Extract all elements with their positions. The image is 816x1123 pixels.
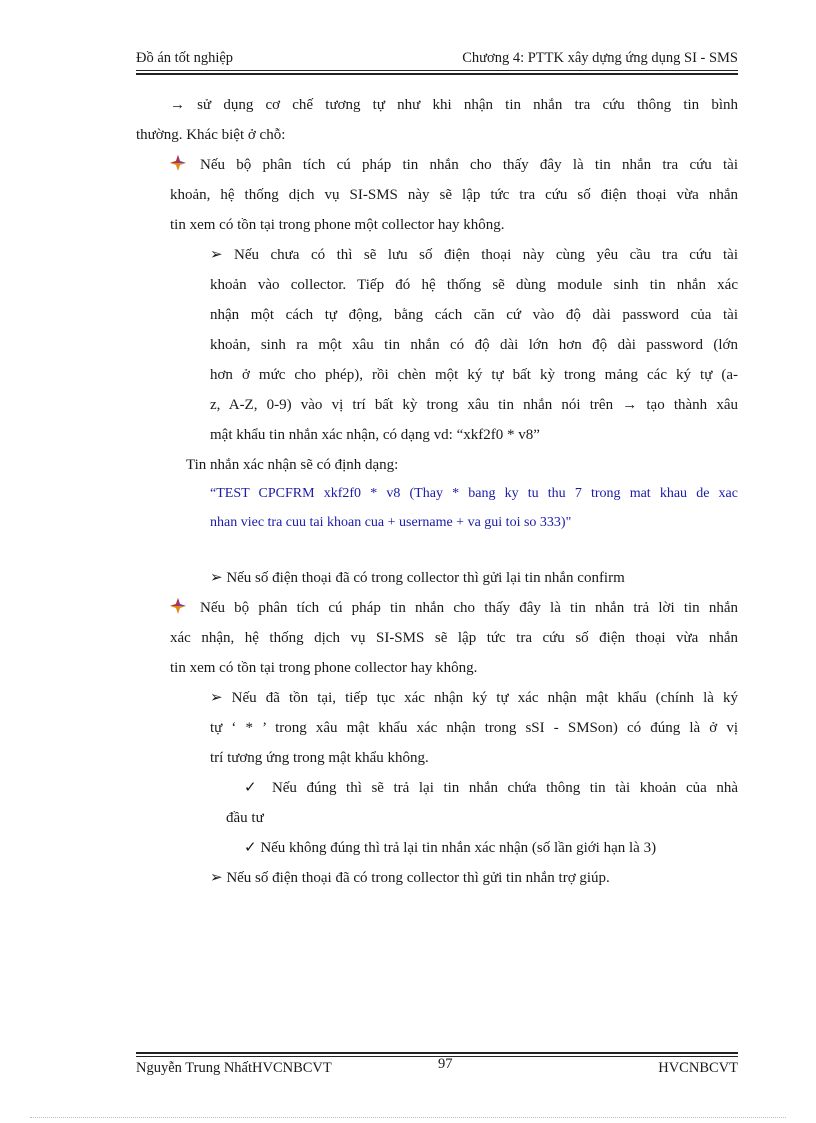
footer-author: Nguyễn Trung NhấtHVCNBCVT: [136, 1060, 332, 1076]
text-line: khoản, sinh ra một xâu tin nhắn có độ dài lớn hơn độ dài password (lớn: [210, 337, 738, 353]
text-line: tin xem có tồn tại trong phone một collector hay không.: [170, 217, 505, 233]
header-right: Chương 4: PTTK xây dựng ứng dụng SI - SMS: [462, 50, 738, 66]
text-line: Nếu bộ phân tích cú pháp tin nhắn cho thấy đây là tin nhắn tra cứu tài: [200, 157, 738, 173]
text-line: → sử dụng cơ chế tương tự như khi nhận tin nhắn tra cứu thông tin bình: [170, 97, 738, 113]
text-line: Nếu bộ phân tích cú pháp tin nhắn cho thấy đây là tin nhắn trả lời tin nhắn: [200, 600, 738, 616]
page-footer: [136, 1058, 738, 1078]
header-left: Đồ án tốt nghiệp: [136, 50, 234, 66]
text-line: khoản, hệ thống dịch vụ SI-SMS này sẽ lập tức tra cứu số điện thoại vừa nhắn: [170, 187, 738, 203]
text-line: khoản vào collector. Tiếp đó hệ thống sẽ dùng module sinh tin nhắn xác: [210, 277, 738, 293]
footer-rule-thick: [136, 1052, 738, 1054]
four-point-diamond-icon: [170, 155, 186, 171]
page-bottom-divider: [30, 1117, 786, 1118]
text-line: tự ‘ * ’ trong xâu mật khẩu xác nhận trong sSI - SMSon) có đúng là ở vị: [210, 720, 738, 736]
page-header: [136, 50, 738, 70]
text-line: ✓ Nếu không đúng thì trả lại tin nhắn xác nhận (số lần giới hạn là 3): [244, 840, 657, 856]
text-line: tin xem có tồn tại trong phone collector hay không.: [170, 660, 478, 676]
header-rule-thick: [136, 73, 738, 75]
text-line: z, A-Z, 0-9) vào vị trí bất kỳ trong xâu tin nhắn nói trên → tạo thành xâu: [210, 397, 738, 413]
text-line: trí tương ứng trong mật khẩu không.: [210, 750, 429, 766]
header-rule-thin: [136, 70, 738, 71]
text-line: ✓ Nếu đúng thì sẽ trả lại tin nhắn chứa thông tin tài khoản của nhà: [244, 780, 738, 796]
text-line: ➢ Nếu số điện thoại đã có trong collector thì gửi lại tin nhắn confirm: [210, 570, 625, 586]
text-line: nhận một cách tự động, bằng cách căn cứ vào độ dài password của tài: [210, 307, 738, 323]
text-line: xác nhận, hệ thống dịch vụ SI-SMS sẽ lập tức tra cứu số điện thoại vừa nhắn: [170, 630, 738, 646]
text-line: ➢ Nếu số điện thoại đã có trong collector thì gửi tin nhắn trợ giúp.: [210, 870, 610, 886]
four-point-diamond-icon: [170, 598, 186, 614]
footer-right: HVCNBCVT: [658, 1060, 738, 1076]
text-line: thường. Khác biệt ở chỗ:: [136, 127, 286, 143]
format-example-line: “TEST CPCFRM xkf2f0 * v8 (Thay * bang ky tu thu 7 trong mat khau de xac: [210, 486, 738, 501]
page-number: 97: [438, 1056, 453, 1072]
text-line: Tin nhắn xác nhận sẽ có định dạng:: [186, 457, 399, 473]
text-line: ➢ Nếu đã tồn tại, tiếp tục xác nhận ký tự xác nhận mật khẩu (chính là ký: [210, 690, 738, 706]
footer-rule-thin: [136, 1056, 738, 1057]
text-line: mật khẩu tin nhắn xác nhận, có dạng vd: “xkf2f0 * v8”: [210, 427, 540, 443]
format-example-line: nhan viec tra cuu tai khoan cua + username + va gui toi so 333)": [210, 515, 572, 530]
text-line: ➢ Nếu chưa có thì sẽ lưu số điện thoại này cùng yêu cầu tra cứu tài: [210, 247, 738, 263]
text-line: đầu tư: [226, 810, 264, 826]
text-line: hơn ở mức cho phép), rồi chèn một ký tự bất kỳ trong mảng các ký tự (a-: [210, 367, 738, 383]
